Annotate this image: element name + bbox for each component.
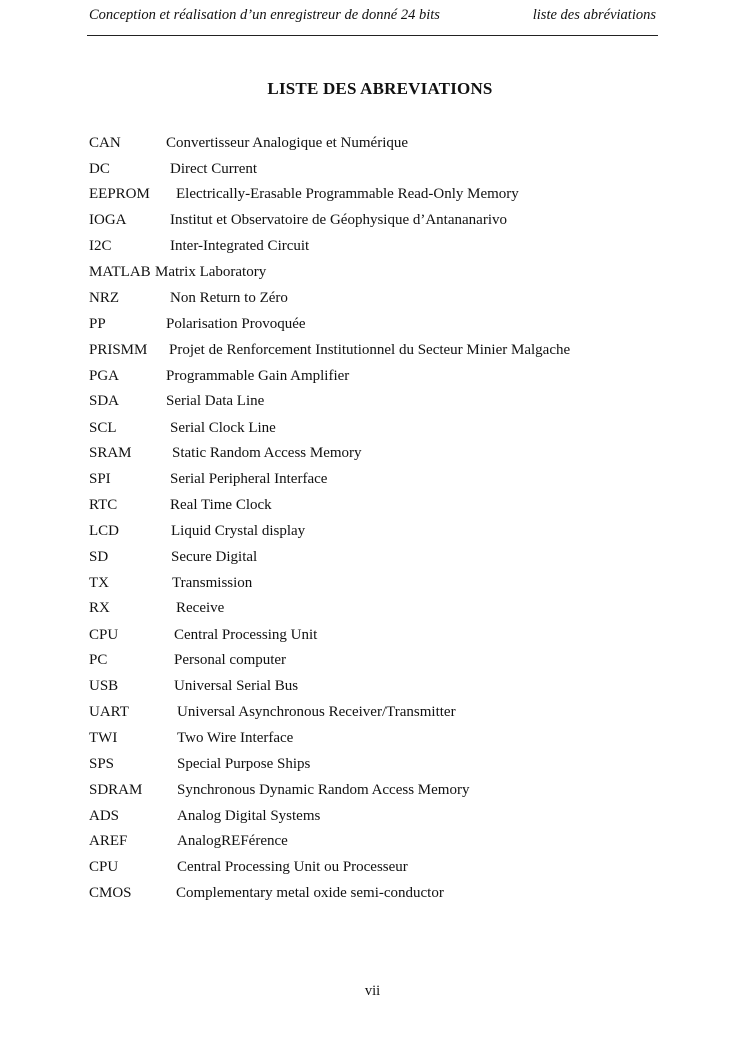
abbreviation-definition: Programmable Gain Amplifier [166, 368, 350, 384]
abbreviation-term: PRISMM [89, 342, 148, 358]
abbreviation-term: RX [89, 600, 110, 616]
abbreviation-term: SD [89, 549, 109, 565]
abbreviation-definition: Universal Asynchronous Receiver/Transmitter [177, 704, 456, 720]
abbreviation-term: SPS [89, 756, 115, 772]
abbreviation-definition: Special Purpose Ships [177, 756, 311, 772]
abbreviation-term: DC [89, 161, 110, 177]
abbreviation-definition: Serial Peripheral Interface [170, 471, 328, 487]
header-divider [87, 35, 658, 36]
abbreviation-definition: Central Processing Unit [174, 627, 318, 643]
abbreviation-definition: Two Wire Interface [177, 730, 294, 746]
abbreviation-definition: Serial Clock Line [170, 420, 276, 436]
abbreviation-term: CPU [89, 627, 119, 643]
abbreviation-definition: Static Random Access Memory [172, 445, 362, 461]
abbreviation-term: PP [89, 316, 106, 332]
abbreviation-term: CMOS [89, 885, 132, 901]
abbreviation-term: I2C [89, 238, 112, 254]
page-title: LISTE DES ABREVIATIONS [267, 79, 493, 98]
abbreviation-term: MATLAB [89, 264, 151, 280]
abbreviation-term: USB [89, 678, 119, 694]
abbreviation-term: ADS [89, 808, 120, 824]
abbreviation-term: TWI [89, 730, 118, 746]
abbreviation-term: IOGA [89, 212, 127, 228]
abbreviation-definition: Convertisseur Analogique et Numérique [166, 135, 409, 151]
abbreviation-definition: Secure Digital [171, 549, 258, 565]
abbreviation-definition: Liquid Crystal display [171, 523, 306, 539]
abbreviation-term: SDA [89, 393, 120, 409]
abbreviation-definition: Transmission [172, 575, 253, 591]
abbreviation-definition: Receive [176, 600, 225, 616]
abbreviation-term: SDRAM [89, 782, 143, 798]
abbreviation-definition: Personal computer [174, 652, 287, 668]
abbreviation-term: TX [89, 575, 109, 591]
abbreviation-term: SCL [89, 420, 117, 436]
running-header-section: liste des abréviations [532, 7, 656, 23]
abbreviation-term: SPI [89, 471, 111, 487]
abbreviation-term: UART [89, 704, 129, 720]
abbreviation-term: EEPROM [89, 186, 150, 202]
abbreviation-definition: Analog Digital Systems [177, 808, 321, 824]
abbreviation-definition: Complementary metal oxide semi-conductor [176, 885, 444, 901]
abbreviation-term: PGA [89, 368, 120, 384]
abbreviation-definition: Non Return to Zéro [170, 290, 288, 306]
abbreviation-term: AREF [89, 833, 128, 849]
abbreviation-term: LCD [89, 523, 119, 539]
abbreviation-definition: AnalogREFérence [177, 833, 288, 849]
abbreviation-definition: Inter-Integrated Circuit [170, 238, 310, 254]
abbreviation-term: NRZ [89, 290, 119, 306]
abbreviation-term: PC [89, 652, 108, 668]
abbreviation-definition: Synchronous Dynamic Random Access Memory [177, 782, 470, 798]
abbreviation-definition: Central Processing Unit ou Processeur [177, 859, 408, 875]
page-number: vii [364, 983, 381, 999]
abbreviation-definition: Institut et Observatoire de Géophysique d’Antananarivo [170, 212, 507, 228]
abbreviation-definition: Universal Serial Bus [174, 678, 299, 694]
abbreviation-definition: Matrix Laboratory [155, 264, 267, 280]
abbreviation-term: CPU [89, 859, 119, 875]
abbreviation-term: RTC [89, 497, 118, 513]
abbreviation-definition: Polarisation Provoquée [166, 316, 306, 332]
abbreviation-term: SRAM [89, 445, 132, 461]
abbreviation-definition: Direct Current [170, 161, 258, 177]
abbreviation-definition: Real Time Clock [170, 497, 272, 513]
running-header-title: Conception et réalisation d’un enregistreur de donné 24 bits [89, 7, 440, 23]
abbreviation-definition: Projet de Renforcement Institutionnel du Secteur Minier Malgache [169, 342, 571, 358]
abbreviation-definition: Serial Data Line [166, 393, 265, 409]
abbreviation-term: CAN [89, 135, 121, 151]
abbreviation-definition: Electrically-Erasable Programmable Read-Only Memory [176, 186, 519, 202]
